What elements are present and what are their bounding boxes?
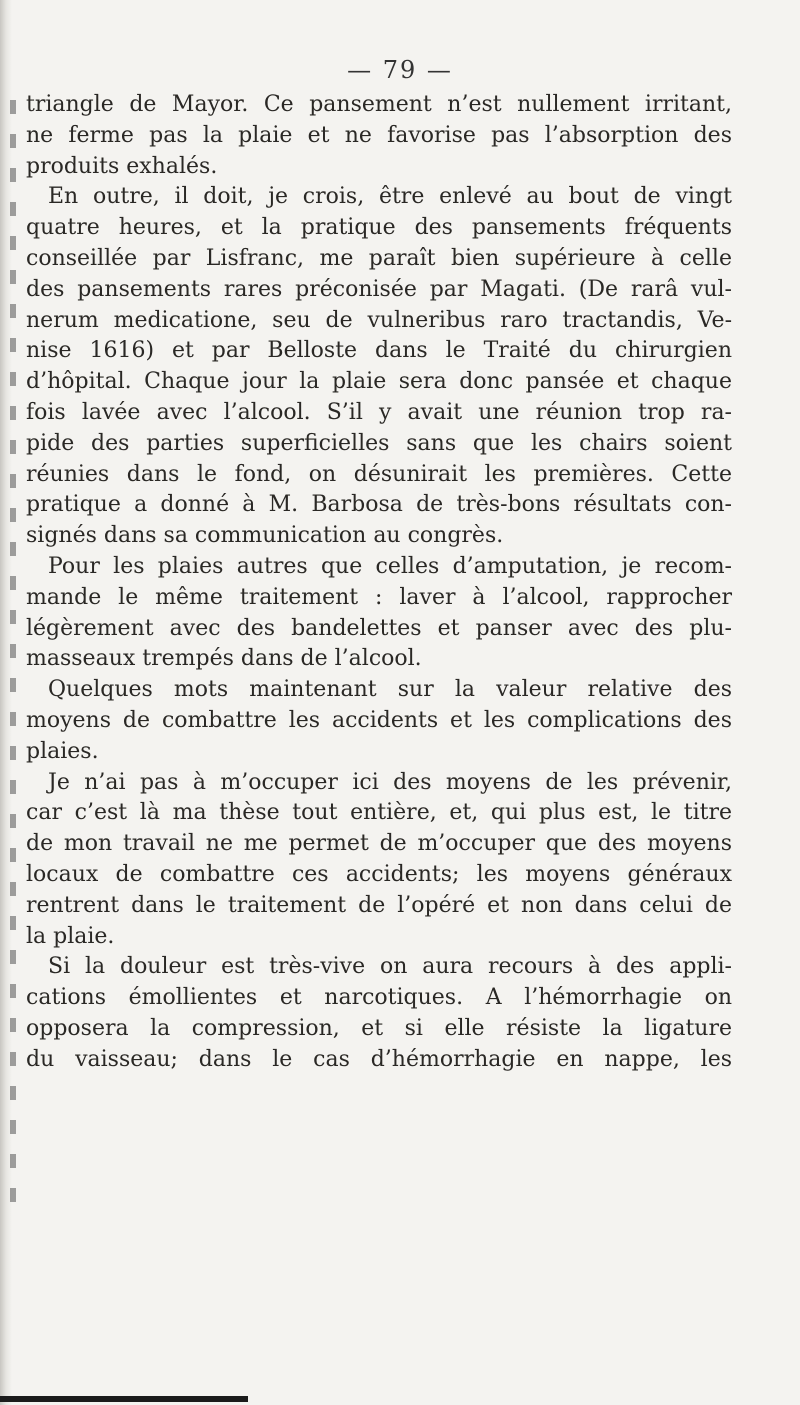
text-line: mande le même traitement : laver à l’alcool, rapprocher xyxy=(26,584,732,610)
text-line: nise 1616) et par Belloste dans le Traité du chirurgien xyxy=(26,338,732,364)
text-line: conseillée par Lisfranc, me paraît bien supérieure à celle xyxy=(26,245,732,271)
text-line: plaies. xyxy=(26,738,99,764)
text-line: opposera la compression, et si elle résiste la ligature xyxy=(26,1015,732,1041)
text-line: moyens de combattre les accidents et les complications des xyxy=(26,707,732,733)
body-text xyxy=(26,90,732,1076)
text-line: de mon travail ne me permet de m’occuper que des moyens xyxy=(26,831,732,857)
page-number: — 79 — xyxy=(347,56,453,84)
text-line: pratique a donné à M. Barbosa de très-bons résultats con- xyxy=(26,492,732,518)
text-line: la plaie. xyxy=(26,923,115,949)
text-line: masseaux trempés dans de l’alcool. xyxy=(26,646,422,672)
text-line: légèrement avec des bandelettes et panser avec des plu- xyxy=(26,615,732,641)
gutter-scan-marks xyxy=(10,100,16,1220)
text-line: Si la douleur est très-vive on aura recours à des appli- xyxy=(48,954,732,980)
text-line: ne ferme pas la plaie et ne favorise pas l’absorption des xyxy=(26,122,732,148)
text-line: rentrent dans le traitement de l’opéré et non dans celui de xyxy=(26,892,732,918)
text-line: car c’est là ma thèse tout entière, et, qui plus est, le titre xyxy=(26,800,732,826)
text-line: produits exhalés. xyxy=(26,153,218,179)
text-line: Quelques mots maintenant sur la valeur relative des xyxy=(48,677,732,703)
text-line: d’hôpital. Chaque jour la plaie sera donc pansée et chaque xyxy=(26,369,732,395)
text-line: réunies dans le fond, on désunirait les premières. Cette xyxy=(26,461,732,487)
text-line: nerum medicatione, seu de vulneribus raro tractandis, Ve- xyxy=(26,307,732,333)
text-line: des pansements rares préconisée par Magati. (De rarâ vul- xyxy=(26,276,732,302)
text-line: signés dans sa communication au congrès. xyxy=(26,523,504,549)
text-line: pide des parties superficielles sans que les chairs soient xyxy=(26,430,732,456)
text-line: triangle de Mayor. Ce pansement n’est nullement irritant, xyxy=(26,92,732,117)
text-line: cations émollientes et narcotiques. A l’hémorrhagie on xyxy=(26,985,732,1011)
text-line: Je n’ai pas à m’occuper ici des moyens de les prévenir, xyxy=(48,769,732,795)
text-line: locaux de combattre ces accidents; les moyens généraux xyxy=(26,861,732,887)
text-line: En outre, il doit, je crois, être enlevé au bout de vingt xyxy=(48,184,732,210)
text-line: quatre heures, et la pratique des pansements fréquents xyxy=(26,215,732,241)
text-line: fois lavée avec l’alcool. S’il y avait une réunion trop ra- xyxy=(26,399,732,425)
bottom-scan-edge xyxy=(0,1396,248,1402)
text-line: Pour les plaies autres que celles d’amputation, je recom- xyxy=(48,553,732,579)
text-line: du vaisseau; dans le cas d’hémorrhagie en nappe, les xyxy=(26,1046,732,1072)
